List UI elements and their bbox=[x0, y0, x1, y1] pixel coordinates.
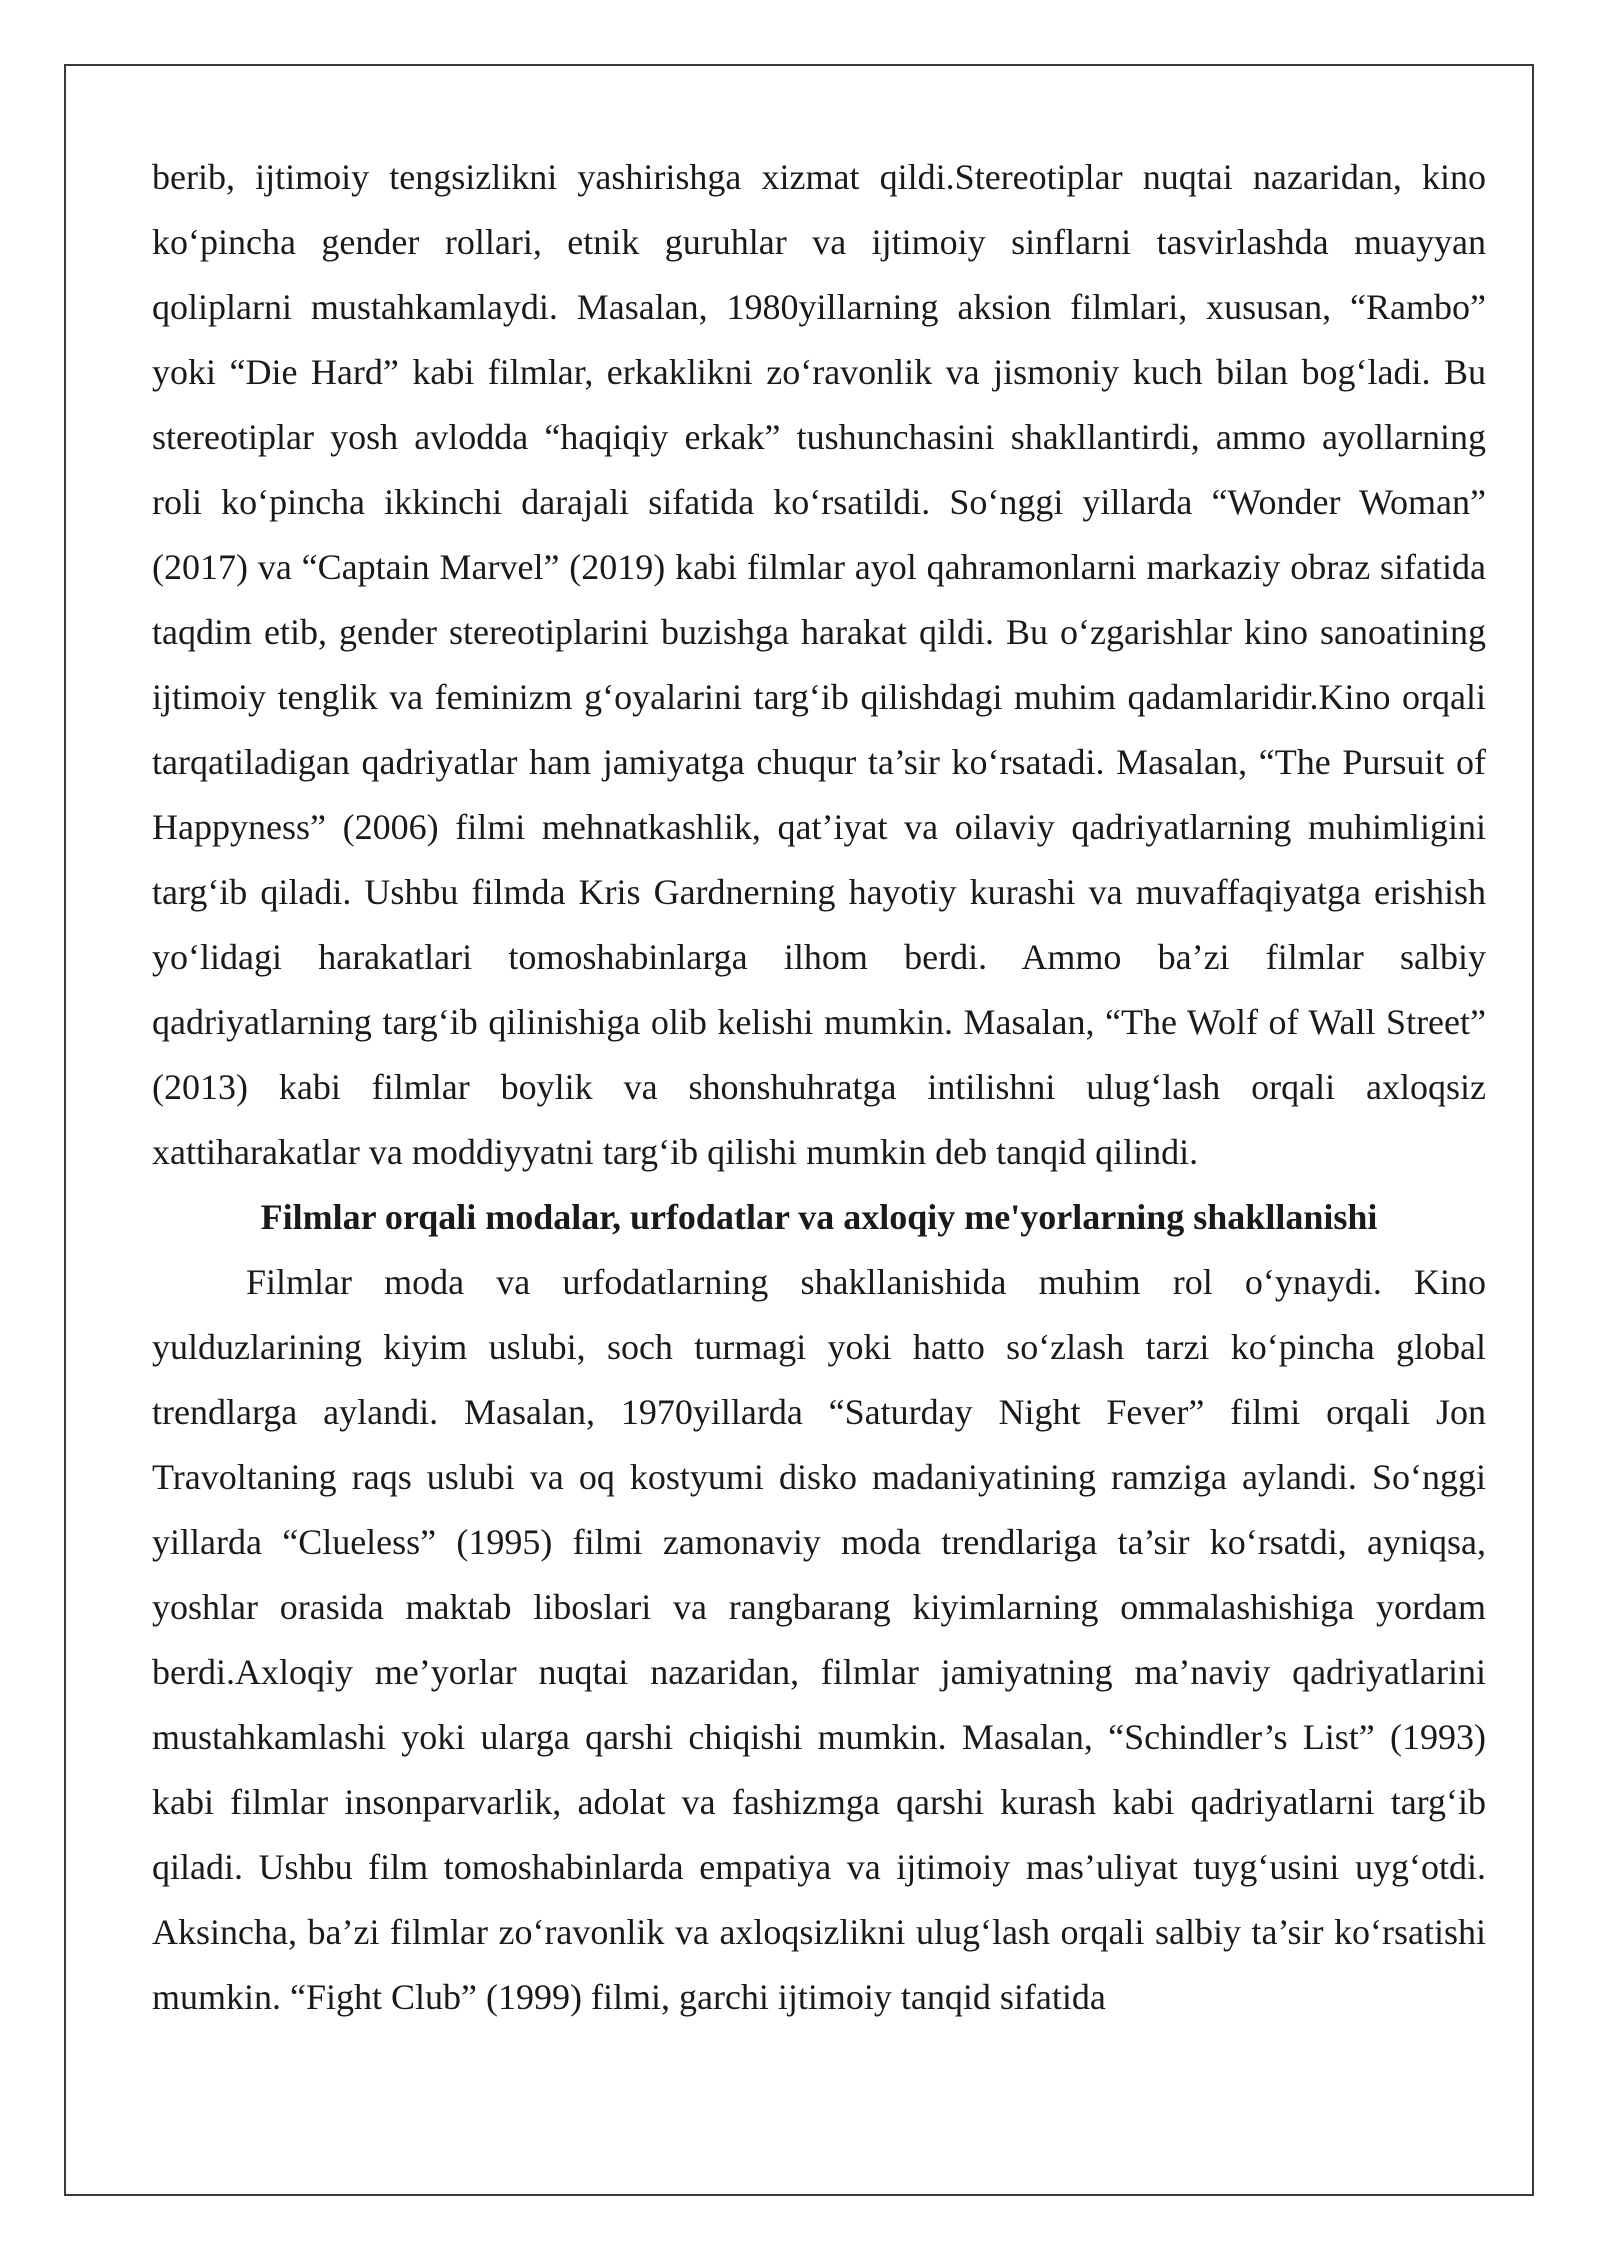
section-heading: Filmlar orqali modalar, urfodatlar va axloqiy me'yorlarning shakllanishi bbox=[260, 1197, 1378, 1237]
document-body bbox=[152, 145, 1486, 2030]
body-paragraph: Filmlar moda va urfodatlarning shakllanishida muhim rol o‘ynaydi. Kino yulduzlarining kiyim uslubi, soch turmagi yoki hatto so‘zlash tarzi ko‘pincha global trendlarga aylandi. Masalan, 1970yillarda “Saturday Night Fever” filmi orqali Jon Travoltaning raqs uslubi va oq kostyumi disko madaniyatining ramziga aylandi. So‘nggi yillarda “Clueless” (1995) filmi zamonaviy moda trendlariga ta’sir ko‘rsatdi, ayniqsa, yoshlar orasida maktab liboslari va rangbarang kiyimlarning ommalashishiga yordam berdi.Axloqiy me’yorlar nuqtai nazaridan, filmlar jamiyatning ma’naviy qadriyatlarini mustahkamlashi yoki ularga qarshi chiqishi mumkin. Masalan, “Schindler’s List” (1993) kabi filmlar insonparvarlik, adolat va fashizmga qarshi kurash kabi qadriyatlarni targ‘ib qiladi. Ushbu film tomoshabinlarda empatiya va ijtimoiy mas’uliyat tuyg‘usini uyg‘otdi. Aksincha, ba’zi filmlar zo‘ravonlik va axloqsizlikni ulug‘lash orqali salbiy ta’sir ko‘rsatishi mumkin. “Fight Club” (1999) filmi, garchi ijtimoiy tanqid sifatida bbox=[152, 1262, 1486, 2017]
body-paragraph: berib, ijtimoiy tengsizlikni yashirishga xizmat qildi.Stereotiplar nuqtai nazaridan, kino ko‘pincha gender rollari, etnik guruhlar va ijtimoiy sinflarni tasvirlashda muayyan qoliplarni mustahkamlaydi. Masalan, 1980yillarning aksion filmlari, xususan, “Rambo” yoki “Die Hard” kabi filmlar, erkaklikni zo‘ravonlik va jismoniy kuch bilan bog‘ladi. Bu stereotiplar yosh avlodda “haqiqiy erkak” tushunchasini shakllantirdi, ammo ayollarning roli ko‘pincha ikkinchi darajali sifatida ko‘rsatildi. So‘nggi yillarda “Wonder Woman” (2017) va “Captain Marvel” (2019) kabi filmlar ayol qahramonlarni markaziy obraz sifatida taqdim etib, gender stereotiplarini buzishga harakat qildi. Bu o‘zgarishlar kino sanoatining ijtimoiy tenglik va feminizm g‘oyalarini targ‘ib qilishdagi muhim qadamlaridir.Kino orqali tarqatiladigan qadriyatlar ham jamiyatga chuqur ta’sir ko‘rsatadi. Masalan, “The Pursuit of Happyness” (2006) filmi mehnatkashlik, qat’iyat va oilaviy qadriyatlarning muhimligini targ‘ib qiladi. Ushbu filmda Kris Gardnerning hayotiy kurashi va muvaffaqiyatga erishish yo‘lidagi harakatlari tomoshabinlarga ilhom berdi. Ammo ba’zi filmlar salbiy qadriyatlarning targ‘ib qilinishiga olib kelishi mumkin. Masalan, “The Wolf of Wall Street” (2013) kabi filmlar boylik va shonshuhratga intilishni ulug‘lash orqali axloqsiz xattiharakatlar va moddiyyatni targ‘ib qilishi mumkin deb tanqid qilindi. bbox=[152, 157, 1486, 1172]
